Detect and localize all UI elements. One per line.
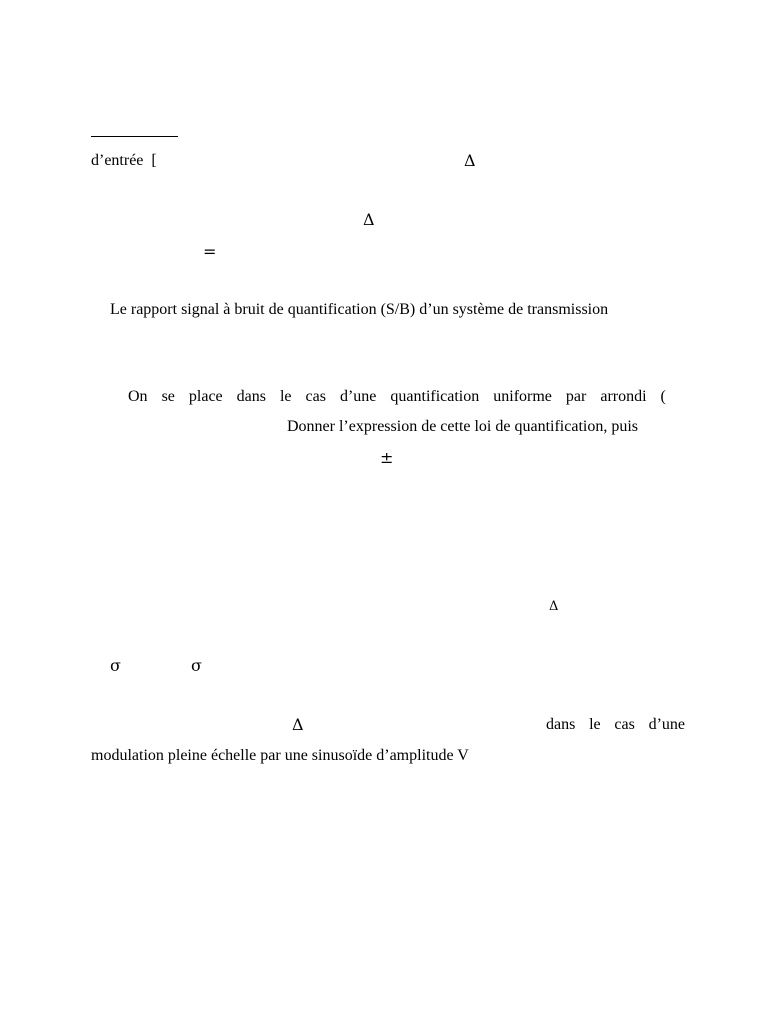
- paragraph-uniform-quantization-line2: Donner l’expression de cette loi de quantification, puis: [287, 418, 639, 435]
- paragraph-full-scale-line1-right: [546, 717, 685, 733]
- word: le: [589, 716, 601, 733]
- word: uniforme: [493, 388, 552, 405]
- word: (: [660, 388, 666, 405]
- word: arrondi: [600, 388, 647, 405]
- word: cas: [614, 716, 635, 733]
- delta-symbol: Δ: [363, 210, 375, 229]
- word: On: [128, 388, 148, 405]
- word: cas: [305, 388, 326, 405]
- delta-symbol: Δ: [549, 599, 559, 614]
- equals-symbol: =: [203, 242, 217, 261]
- word: dans: [546, 716, 576, 733]
- word: d’une: [339, 388, 377, 405]
- sigma-symbol: σ: [110, 656, 121, 675]
- word: quantification: [390, 388, 480, 405]
- word: dans: [236, 388, 266, 405]
- plus-minus-symbol: ±: [380, 448, 394, 467]
- word: le: [279, 388, 292, 405]
- delta-symbol: Δ: [292, 715, 304, 734]
- word: place: [188, 388, 223, 405]
- line1-input-text: d’entrée [: [91, 152, 157, 169]
- sigma-symbol: σ: [191, 656, 202, 675]
- paragraph-uniform-quantization-line1: [91, 389, 666, 405]
- word: par: [565, 388, 587, 405]
- paragraph-snr-definition: Le rapport signal à bruit de quantification (S/B) d’un système de transmission: [110, 301, 609, 318]
- section-underline-rule: [91, 136, 178, 137]
- word: d’une: [648, 716, 685, 733]
- delta-symbol: Δ: [464, 151, 476, 170]
- word: se: [161, 388, 175, 405]
- paragraph-full-scale-line2: modulation pleine échelle par une sinusoïde d’amplitude V: [91, 747, 469, 764]
